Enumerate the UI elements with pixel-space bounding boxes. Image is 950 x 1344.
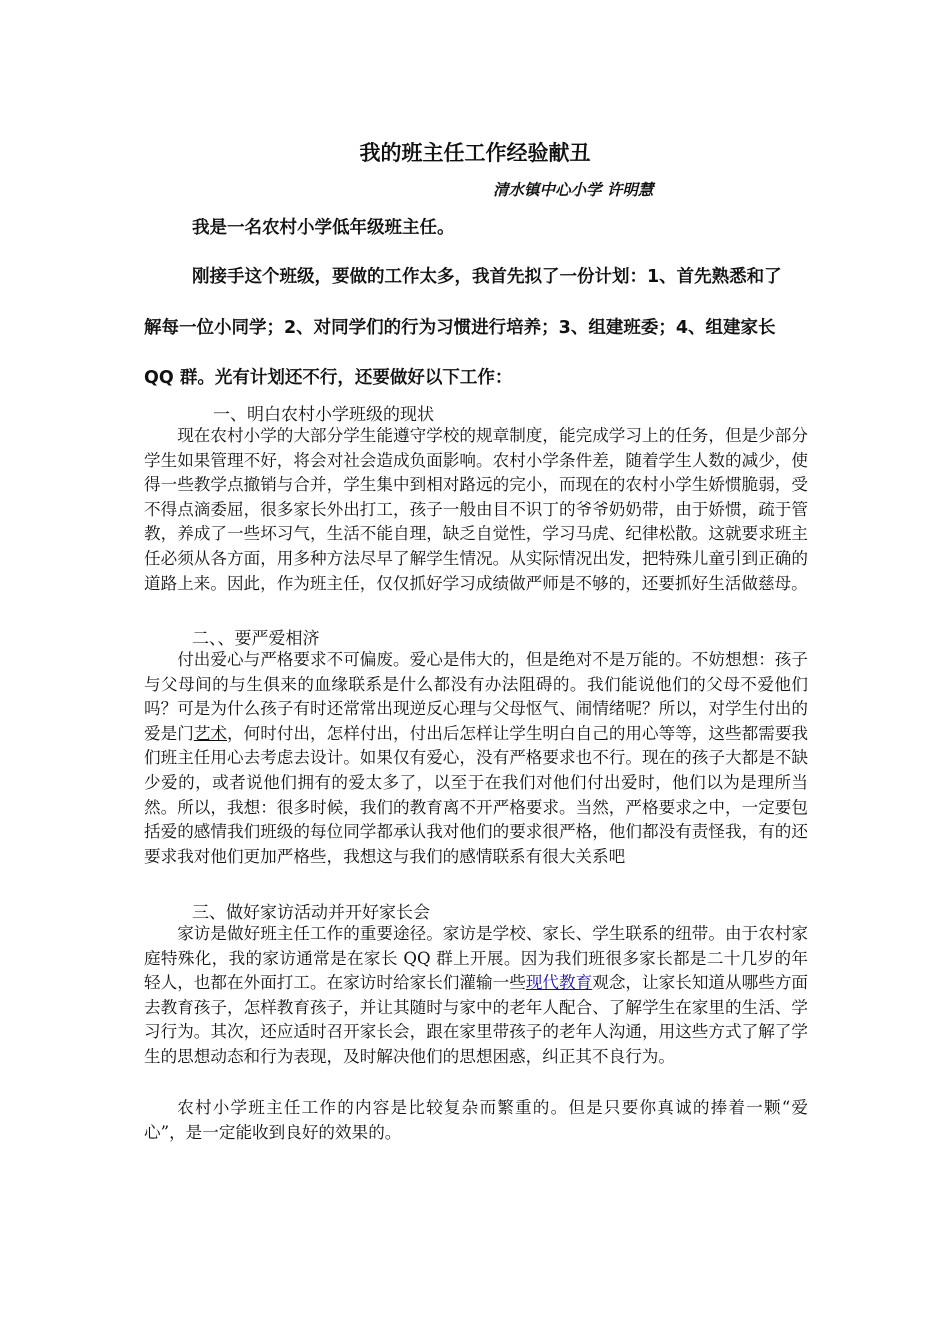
- section-3-text-b: 观念，让家长知道从哪些方面去教育孩子，怎样教育孩子，并让其随时与家中的老年人配合、了解学生在家里的生活、学习行为。其次，还应适时召开家长会，跟在家里带孩子的老年人沟通，用这些方式了解了学生的思想动态和行为表现，及时解决他们的思想困惑，纠正其不良行为。: [144, 973, 809, 1066]
- section-1-heading: 一、明白农村小学班级的现状: [213, 405, 434, 425]
- plan-line-3: QQ 群。光有计划还不行，还要做好以下工作：: [144, 368, 513, 388]
- section-2-text-a: 付出爱心与严格要求不可偏废。爱心是伟大的，但是绝对不是万能的。不妨想想：孩子与父母间的与生俱来的血缘联系是什么都没有办法阻碍的。我们能说他们的父母不爱他们吗？可是为什么孩子有时还常常出现逆反心理与父母怄气、闹情绪呢？所以，对学生付出的爱是门: [144, 650, 808, 743]
- section-2-text-b: ，何时付出，怎样付出，付出后怎样让学生明白自己的用心等等，这些都需要我们班主任用心去考虑去设计。如果仅有爱心，没有严格要求也不行。现在的孩子大都是不缺少爱的，或者说他们拥有的爱太多了，以至于在我们对他们付出爱时，他们以为是理所当然。所以，我想：很多时候，我们的教育离不开严格要求。当然，严格要求之中，一定要包括爱的感情我们班级的每位同学都承认我对他们的要求很严格，他们都没有责怪我，有的还要求我对他们更加严格些，我想这与我们的感情联系有很大关系吧: [144, 723, 809, 866]
- plan-line-1: 刚接手这个班级，要做的工作太多，我首先拟了一份计划：1、首先熟悉和了: [192, 267, 782, 287]
- section-3-paragraph: [144, 922, 808, 1070]
- section-3-heading: 三、做好家访活动并开好家长会: [192, 903, 430, 923]
- section-2-heading: 二、、要严爱相济: [192, 629, 320, 649]
- document-title: 我的班主任工作经验献丑: [359, 141, 591, 165]
- art-underlined: 艺术: [193, 723, 228, 743]
- section-1-paragraph: 现在农村小学的大部分学生能遵守学校的规章制度，能完成学习上的任务，但是少部分学生如果管理不好，将会对社会造成负面影响。农村小学条件差，随着学生人数的减少，使得一些教学点撤销与合并，学生集中到相对路远的完小，而现在的农村小学生娇惯脆弱，受不得点滴委屈，很多家长外出打工，孩子一般由目不识丁的爷爷奶奶带，由于娇惯，疏于管教，养成了一些坏习气，生活不能自理，缺乏自觉性，学习马虎、纪律松散。这就要求班主任必须从各方面，用多种方法尽早了解学生情况。从实际情况出发，把特殊儿童引到正确的道路上来。因此，作为班主任，仅仅抓好学习成绩做严师是不够的，还要抓好生活做慈母。: [144, 426, 808, 593]
- author-line: 清水镇中心小学 许明慧: [493, 181, 654, 199]
- intro-line: 我是一名农村小学低年级班主任。: [192, 218, 455, 238]
- section-3-text-a: 家访是做好班主任工作的重要途径。家访是学校、家长、学生联系的纽带。由于农村家庭特殊化，我的家访通常是在家长 QQ 群上开展。因为我们班很多家长都是二十几岁的年轻人，也都在外面打工。在家访时给家长们灌输一些: [144, 924, 808, 993]
- closing-paragraph: 农村小学班主任工作的内容是比较复杂而繁重的。但是只要你真诚的捧着一颗“爱心”，是一定能收到良好的效果的。: [144, 1098, 808, 1142]
- section-2-paragraph: [144, 648, 808, 869]
- plan-line-2: 解每一位小同学；2、对同学们的行为习惯进行培养；3、组建班委；4、组建家长: [144, 318, 776, 338]
- modern-education-link[interactable]: 现代教育: [525, 973, 593, 993]
